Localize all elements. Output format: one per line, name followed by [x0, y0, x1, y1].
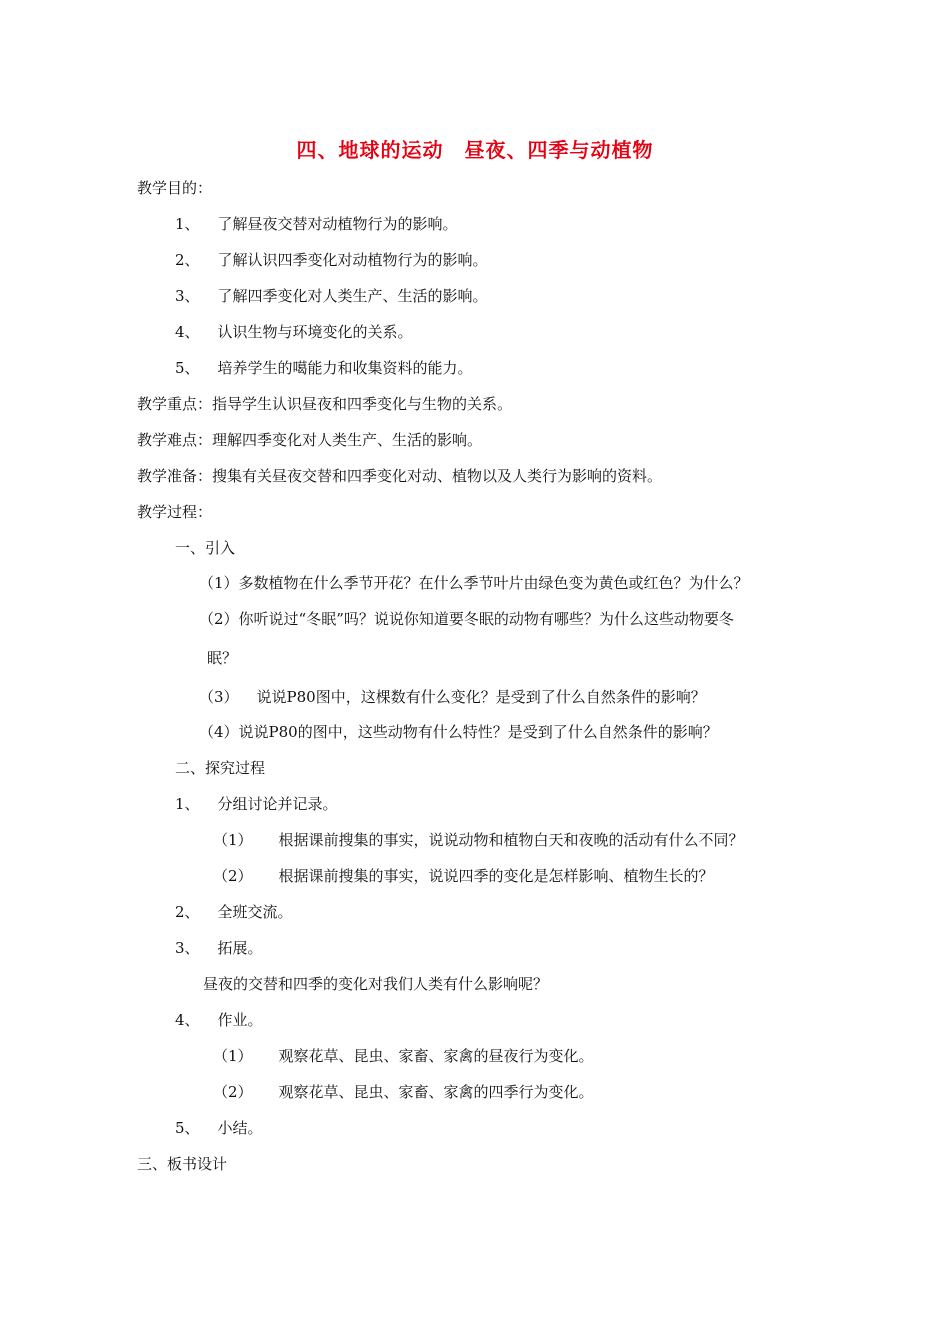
item-text: 观察花草、昆虫、家畜、家禽的昼夜行为变化。: [278, 1047, 594, 1065]
preparation: 教学准备：搜集有关昼夜交替和四季变化对动、植物以及人类行为影响的资料。: [137, 467, 663, 485]
step-number: 2、: [175, 903, 200, 921]
step-number: 3、: [175, 939, 200, 957]
item-number: （1）: [213, 831, 253, 849]
objective-item-3: [175, 286, 488, 306]
step-number: 5、: [175, 1119, 200, 1137]
objective-number: 3、: [175, 287, 200, 305]
objective-text: 认识生物与环境变化的关系。: [217, 323, 413, 341]
intro-question-4: （4）说说P80的图中，这些动物有什么特性？是受到了什么自然条件的影响？: [199, 723, 718, 741]
objective-number: 1、: [175, 215, 200, 233]
objective-text: 了解昼夜交替对动植物行为的影响。: [217, 215, 458, 233]
item-number: （1）: [213, 1047, 253, 1065]
item-text: 观察花草、昆虫、家畜、家禽的四季行为变化。: [278, 1083, 594, 1101]
intro-question-2-line-1: （2）你听说过“冬眠”吗？说说你知道要冬眠的动物有哪些？为什么这些动物要冬: [199, 610, 734, 628]
step-text: 全班交流。: [217, 903, 293, 921]
explore-step-4-item-1: [213, 1046, 594, 1066]
question-text: 说说P80图中，这棵数有什么变化？是受到了什么自然条件的影响？: [256, 688, 706, 706]
step-number: 4、: [175, 1011, 200, 1029]
explore-step-1-item-2: [213, 866, 714, 886]
step-text: 拓展。: [217, 939, 263, 957]
board-design-heading: 三、板书设计: [137, 1155, 228, 1173]
item-text: 根据课前搜集的事实，说说动物和植物白天和夜晚的活动有什么不同？: [278, 831, 744, 849]
objective-number: 2、: [175, 251, 200, 269]
item-number: （2）: [213, 867, 253, 885]
objective-item-1: [175, 214, 458, 234]
explore-step-3-text: 昼夜的交替和四季的变化对我们人类有什么影响呢？: [203, 975, 549, 993]
objective-number: 5、: [175, 359, 200, 377]
explore-step-4-item-2: [213, 1082, 594, 1102]
objective-text: 了解四季变化对人类生产、生活的影响。: [217, 287, 488, 305]
intro-question-3: [199, 687, 706, 707]
key-point: 教学重点：指导学生认识昼夜和四季变化与生物的关系。: [137, 395, 513, 413]
step-number: 1、: [175, 795, 200, 813]
explore-step-1: [175, 794, 338, 814]
item-number: （2）: [213, 1083, 253, 1101]
explore-step-1-item-1: [213, 830, 744, 850]
objective-item-5: [175, 358, 473, 378]
intro-question-2-line-2: 眠？: [207, 649, 238, 667]
process-heading: 教学过程：: [137, 503, 213, 521]
explore-heading: 二、探究过程: [175, 759, 266, 777]
objective-item-2: [175, 250, 488, 270]
intro-heading: 一、引入: [175, 539, 236, 557]
difficulty: 教学难点：理解四季变化对人类生产、生活的影响。: [137, 431, 483, 449]
step-text: 小结。: [217, 1119, 263, 1137]
explore-step-5: [175, 1118, 263, 1138]
document-title: 四、地球的运动 昼夜、四季与动植物: [296, 138, 654, 162]
question-number: （3）: [199, 688, 239, 706]
explore-step-4: [175, 1010, 263, 1030]
objective-text: 了解认识四季变化对动植物行为的影响。: [217, 251, 488, 269]
objective-number: 4、: [175, 323, 200, 341]
step-text: 分组讨论并记录。: [217, 795, 338, 813]
explore-step-3: [175, 938, 263, 958]
objective-item-4: [175, 322, 413, 342]
objective-text: 培养学生的噶能力和收集资料的能力。: [217, 359, 473, 377]
objectives-heading: 教学目的：: [137, 179, 213, 197]
explore-step-2: [175, 902, 293, 922]
item-text: 根据课前搜集的事实，说说四季的变化是怎样影响、植物生长的？: [278, 867, 714, 885]
step-text: 作业。: [217, 1011, 263, 1029]
intro-question-1: （1）多数植物在什么季节开花？在什么季节叶片由绿色变为黄色或红色？为什么？: [199, 574, 749, 592]
